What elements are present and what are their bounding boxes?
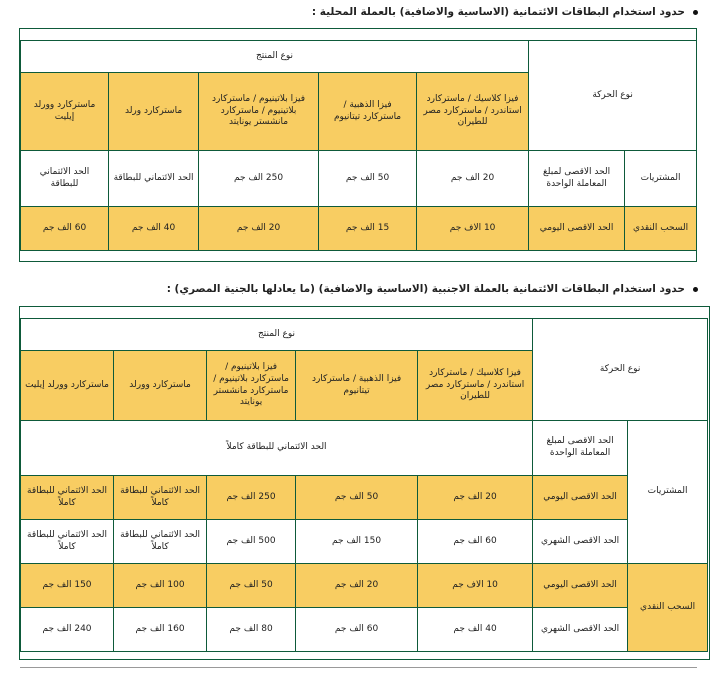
- card-header: فيزا كلاسيك / ماستركارد استاندرد / ماستركارد مصر للطيران: [417, 73, 529, 151]
- section2-heading-text: حدود استخدام البطاقات الائتمانية بالعملة الاجنبية (الاساسية والاضافية) (ما يعادلها بالجنية المصري) :: [166, 283, 685, 295]
- card-header: فيزا الذهبية / ماستركارد تيتانيوم: [296, 351, 418, 421]
- page-divider: [20, 667, 697, 668]
- foreign-currency-limits-table: [20, 318, 708, 652]
- limit-cell: 160 الف جم: [114, 608, 207, 652]
- limit-cell: الحد الائتماني للبطاقة كاملاً: [114, 520, 207, 564]
- limit-cell: الحد الائتماني للبطاقة كاملاً: [114, 476, 207, 520]
- transaction-type-header: نوع الحركة: [529, 41, 697, 151]
- bullet-icon: [693, 10, 698, 15]
- card-header: ماستركارد وورلد: [114, 351, 207, 421]
- limit-cell: 15 الف جم: [319, 207, 417, 251]
- row-limit-label: الحد الاقصى اليومي: [533, 564, 628, 608]
- card-header: ماستركارد وورلد إيليت: [21, 73, 109, 151]
- card-header: ماستركارد وورلد إيليت: [21, 351, 114, 421]
- card-header: فيزا الذهبية / ماستركارد تيتانيوم: [319, 73, 417, 151]
- card-header: فيزا بلاتينيوم / ماستركارد بلاتينيوم / ماستركارد مانشستر يونايتد: [199, 73, 319, 151]
- card-header: فيزا بلاتينيوم / ماستركارد بلاتينيوم / ماستركارد مانشستر يونايتد: [207, 351, 296, 421]
- limit-cell: 100 الف جم: [114, 564, 207, 608]
- full-limit-cell: الحد الائتماني للبطاقة كاملاً: [21, 421, 533, 476]
- limit-cell: 40 الف جم: [418, 608, 533, 652]
- limit-cell: 500 الف جم: [207, 520, 296, 564]
- product-type-header: نوع المنتج: [21, 41, 529, 73]
- bullet-icon: [693, 287, 698, 292]
- limit-cell: 60 الف جم: [296, 608, 418, 652]
- limit-cell: 50 الف جم: [207, 564, 296, 608]
- transaction-type-header: نوع الحركة: [533, 319, 708, 421]
- section1-heading: [312, 6, 698, 18]
- section1-heading-text: حدود استخدام البطاقات الائتمانية (الاساسية والاضافية) بالعملة المحلية :: [311, 6, 685, 18]
- limit-cell: 20 الف جم: [417, 151, 529, 207]
- row-category: المشتريات: [625, 151, 697, 207]
- row-category: السحب النقدي: [625, 207, 697, 251]
- row-limit-label: الحد الاقصى اليومي: [529, 207, 625, 251]
- purchases-category: المشتريات: [628, 421, 708, 564]
- row-limit-label: الحد الاقصى اليومي: [533, 476, 628, 520]
- limit-cell: الحد الائتماني للبطاقة كاملاً: [21, 476, 114, 520]
- limit-cell: 240 الف جم: [21, 608, 114, 652]
- limit-cell: 40 الف جم: [109, 207, 199, 251]
- limit-cell: الحد الائتماني للبطاقة كاملاً: [21, 520, 114, 564]
- limit-cell: الحد الائتماني للبطاقة: [21, 151, 109, 207]
- limit-cell: الحد الائتماني للبطاقة: [109, 151, 199, 207]
- limit-cell: 10 الاف جم: [418, 564, 533, 608]
- cash-category: السحب النقدي: [628, 564, 708, 652]
- local-currency-limits-table: [20, 40, 697, 251]
- limit-cell: 60 الف جم: [21, 207, 109, 251]
- limit-cell: 250 الف جم: [207, 476, 296, 520]
- limit-cell: 10 الاف جم: [417, 207, 529, 251]
- limit-cell: 50 الف جم: [319, 151, 417, 207]
- limit-cell: 60 الف جم: [418, 520, 533, 564]
- card-header: ماستركارد ورلد: [109, 73, 199, 151]
- row-limit-label: الحد الاقصى لمبلغ المعاملة الواحدة: [533, 421, 628, 476]
- limit-cell: 150 الف جم: [296, 520, 418, 564]
- row-limit-label: الحد الاقصى الشهري: [533, 608, 628, 652]
- limit-cell: 20 الف جم: [418, 476, 533, 520]
- limit-cell: 250 الف جم: [199, 151, 319, 207]
- limit-cell: 20 الف جم: [296, 564, 418, 608]
- row-limit-label: الحد الاقصى لمبلغ المعاملة الواحدة: [529, 151, 625, 207]
- row-limit-label: الحد الاقصى الشهري: [533, 520, 628, 564]
- limit-cell: 50 الف جم: [296, 476, 418, 520]
- limit-cell: 150 الف جم: [21, 564, 114, 608]
- limit-cell: 20 الف جم: [199, 207, 319, 251]
- product-type-header: نوع المنتج: [21, 319, 533, 351]
- section2-heading: [167, 283, 698, 295]
- limit-cell: 80 الف جم: [207, 608, 296, 652]
- card-header: فيزا كلاسيك / ماستركارد استاندرد / ماستركارد مصر للطيران: [418, 351, 533, 421]
